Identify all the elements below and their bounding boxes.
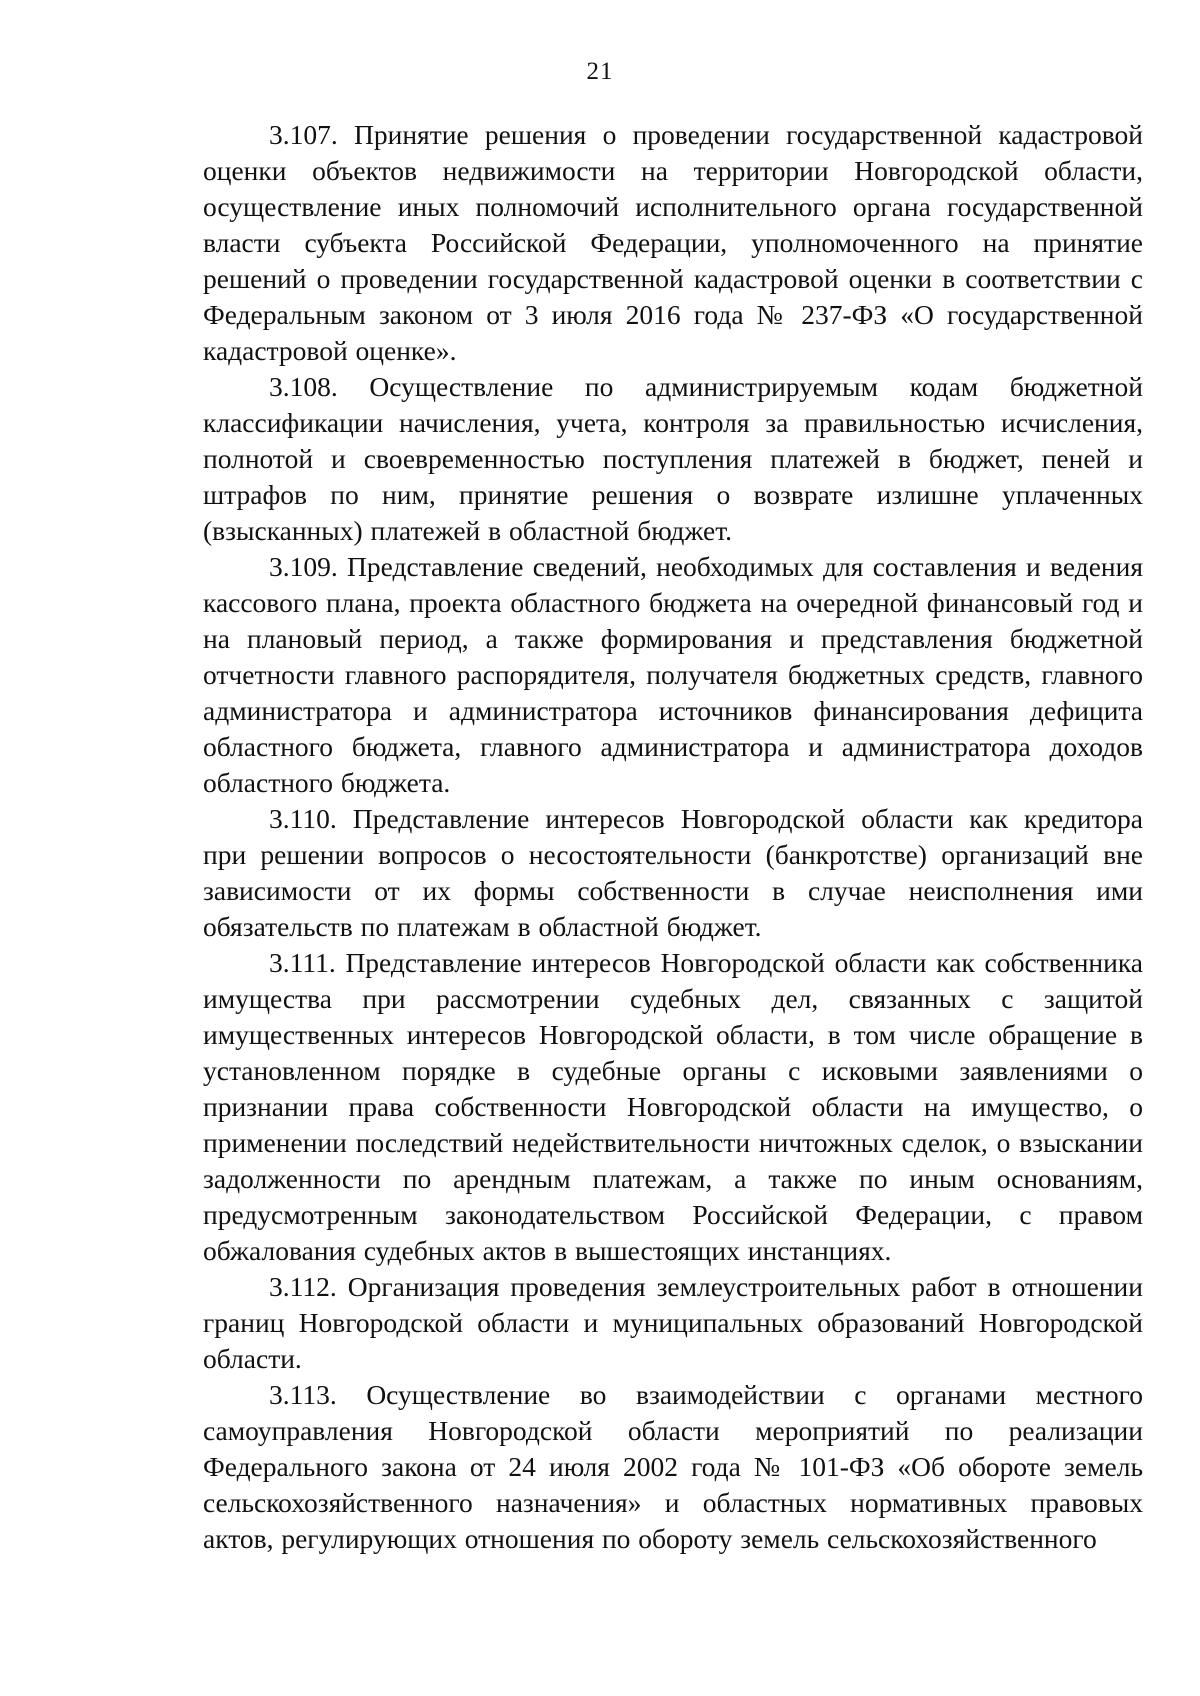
paragraph-3-110: 3.110. Представление интересов Новгородской области как кредитора при решении вопросов о несостоятельности (банкротстве) организаций вне зависимости от их формы собственности в случае неисполнения ими обязательств по платежам в областной бюджет. (203, 803, 1143, 942)
paragraph-3-108: 3.108. Осуществление по администрируемым кодам бюджетной классификации начисления, учета, контроля за правильностью исчисления, полнотой и своевременностью поступления платежей в бюджет, пеней и штрафов по ним, принятие решения о возврате излишне уплаченных (взысканных) платежей в областной бюджет. (203, 371, 1143, 546)
paragraph-3-107: 3.107. Принятие решения о проведении государственной кадастровой оценки объектов недвижимости на территории Новгородской области, осуществление иных полномочий исполнительного органа государственной власти субъекта Российской Федерации, уполномоченного на принятие решений о проведении государственной кадастровой оценки в соответствии с Федеральным законом от 3 июля 2016 года № 237-ФЗ «О государственной кадастровой оценке». (203, 119, 1143, 366)
paragraph-3-113: 3.113. Осуществление во взаимодействии с органами местного самоуправления Новгородской области мероприятий по реализации Федерального закона от 24 июля 2002 года № 101-ФЗ «Об обороте земель сельскохозяйственного назначения» и областных нормативных правовых актов, регулирующих отношения по обороту земель сельскохозяйственного (203, 1379, 1143, 1554)
paragraph-3-109: 3.109. Представление сведений, необходимых для составления и ведения кассового плана, проекта областного бюджета на очередной финансовый год и на плановый период, а также формирования и представления бюджетной отчетности главного распорядителя, получателя бюджетных средств, главного администратора и администратора источников финансирования дефицита областного бюджета, главного администратора и администратора доходов областного бюджета. (203, 551, 1143, 798)
document-body (203, 117, 1143, 1557)
paragraph-3-111: 3.111. Представление интересов Новгородской области как собственника имущества при рассмотрении судебных дел, связанных с защитой имущественных интересов Новгородской области, в том числе обращение в установленном порядке в судебные органы с исковыми заявлениями о признании права собственности Новгородской области на имущество, о применении последствий недействительности ничтожных сделок, о взыскании задолженности по арендным платежам, а также по иным основаниям, предусмотренным законодательством Российской Федерации, с правом обжалования судебных актов в вышестоящих инстанциях. (203, 947, 1143, 1266)
paragraph-3-112: 3.112. Организация проведения землеустроительных работ в отношении границ Новгородской области и муниципальных образований Новгородской области. (203, 1271, 1143, 1374)
page-number: 21 (586, 58, 614, 85)
